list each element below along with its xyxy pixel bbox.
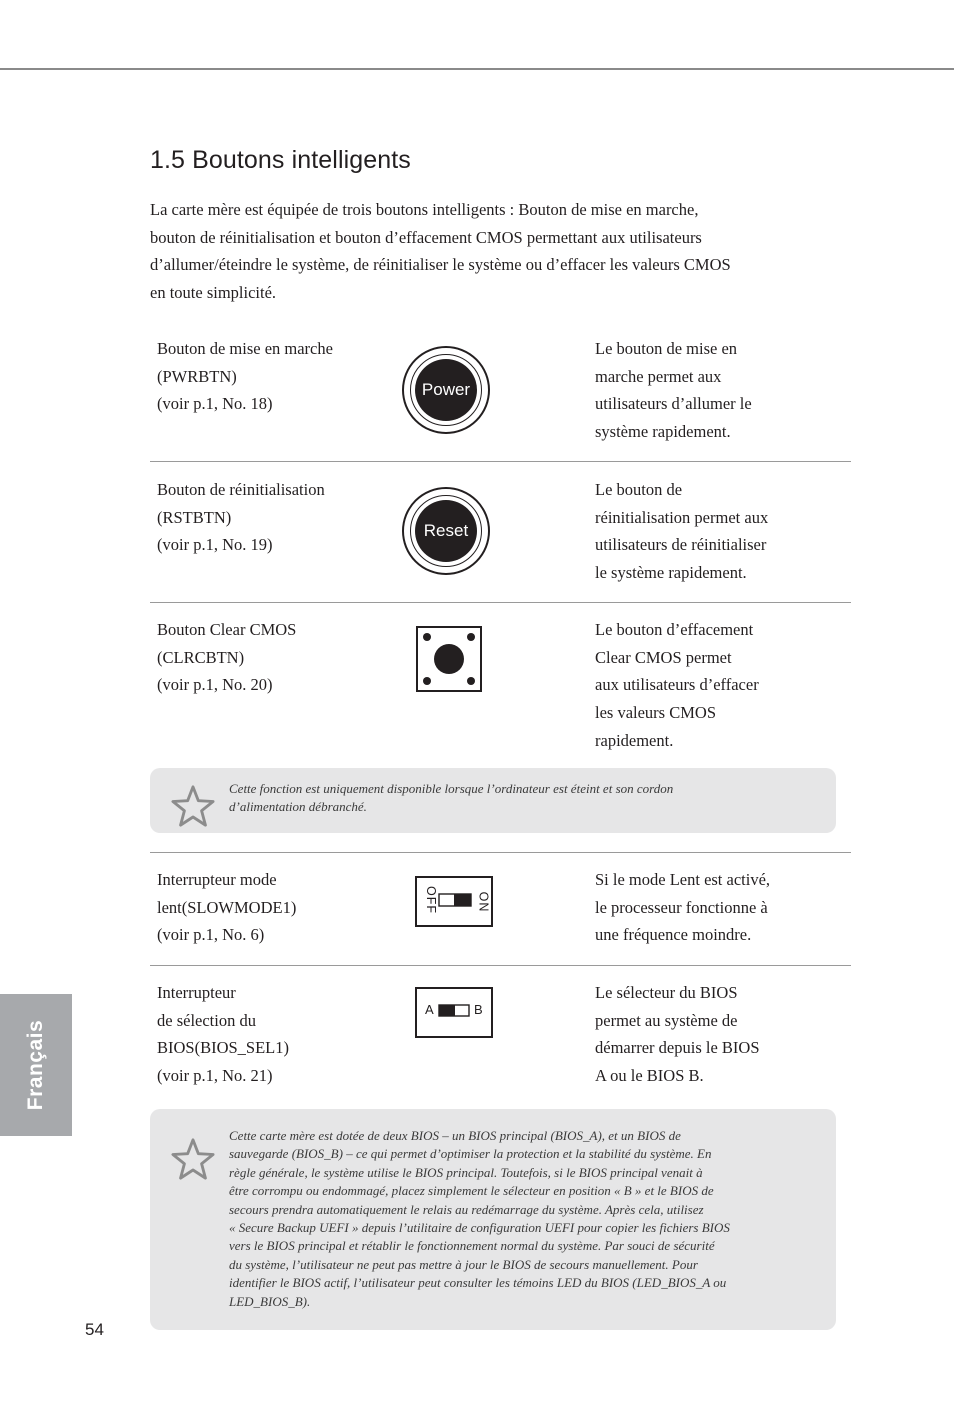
power-button-label: Power [415,359,477,421]
description-line: Si le mode Lent est activé, [595,870,771,889]
item-label-line: Interrupteur mode [157,870,277,889]
clear-cmos-button-icon [416,626,482,692]
note-line: d’alimentation débranché. [229,799,367,815]
item-label-line: de sélection du [157,1010,256,1030]
slow-mode-switch-icon [415,876,493,927]
row-divider [150,965,851,966]
item-label-line: (RSTBTN) [157,507,232,527]
item-label-line: (PWRBTN) [157,366,237,386]
row-divider [150,852,851,853]
item-label-line: Bouton Clear CMOS [157,620,297,639]
power-button-name [157,335,387,418]
item-label-line: (voir p.1, No. 6) [157,925,265,945]
description-line: permet au système de [595,1010,738,1030]
clear-cmos-row [150,616,851,761]
description-line: système rapidement. [595,422,731,442]
intro-line: en toute simplicité. [150,282,277,302]
page-number: 54 [85,1320,104,1339]
bios-select-name [157,979,387,1090]
item-label-line: (voir p.1, No. 21) [157,1066,273,1086]
description-line: Le sélecteur du BIOS [595,983,738,1002]
power-button-description [595,335,805,446]
switch-on-label: ON [476,891,491,913]
note-line: vers le BIOS principal et rétablir le fonctionnement normal du système. Par souci de sécurité [229,1238,715,1254]
note-line: sauvegarde (BIOS_B) – ce qui permet d’optimiser la protection et la stabilité du système. En [229,1146,712,1162]
slow-mode-row [150,866,851,956]
item-label-line: (voir p.1, No. 20) [157,675,273,695]
description-line: Le bouton de [595,480,683,499]
switch-b-label: B [474,1002,483,1017]
item-label-line: Interrupteur [157,983,236,1002]
item-label-line: BIOS(BIOS_SEL1) [157,1038,290,1058]
switch-off-label: OFF [424,886,438,914]
description-line: utilisateurs de réinitialiser [595,535,767,555]
note-text [229,1127,789,1311]
language-tab-label: Français [24,1019,47,1111]
description-line: réinitialisation permet aux [595,507,769,527]
power-button-icon [402,346,490,434]
intro-line: La carte mère est équipée de trois boutons intelligents : Bouton de mise en marche, [150,200,699,219]
note-box [150,768,836,833]
power-button-row [150,335,851,455]
description-line: aux utilisateurs d’effacer [595,675,759,695]
note-line: règle générale, le système utilise le BIOS principal. Toutefois, si le BIOS principal venait à [229,1164,703,1180]
reset-button-description [595,476,805,587]
description-line: rapidement. [595,730,674,750]
item-label-line: (voir p.1, No. 18) [157,394,273,414]
description-line: une fréquence moindre. [595,925,752,945]
slow-mode-name [157,866,387,949]
reset-button-row [150,476,851,596]
description-line: le système rapidement. [595,563,747,583]
intro-line: bouton de réinitialisation et bouton d’effacement CMOS permettant aux utilisateurs [150,227,702,247]
item-label-line: (CLRCBTN) [157,647,245,667]
intro-line: d’allumer/éteindre le système, de réinitialiser le système ou d’effacer les valeurs CMOS [150,255,731,274]
description-line: Le bouton d’effacement [595,620,754,639]
slow-mode-description [595,866,805,949]
header-rule [0,68,954,70]
note-box [150,1109,836,1330]
note-line: être corrompu ou endommagé, placez simplement le sélecteur en position « B » et le BIOS de [229,1183,714,1199]
description-line: le processeur fonctionne à [595,897,768,917]
bios-select-row [150,979,851,1099]
note-line: LED_BIOS_B). [229,1293,311,1309]
note-line: Cette fonction est uniquement disponible lorsque l’ordinateur est éteint et son cordon [229,781,674,796]
note-line: identifier le BIOS actif, l’utilisateur peut consulter les témoins LED du BIOS (LED_BIOS_A ou [229,1275,727,1291]
star-icon [170,784,216,828]
section-title: 1.5 Boutons intelligents [150,146,411,174]
row-divider [150,461,851,462]
bios-select-description [595,979,805,1090]
switch-a-label: A [425,1002,434,1017]
description-line: démarrer depuis le BIOS [595,1038,760,1058]
row-divider [150,602,851,603]
description-line: marche permet aux [595,366,722,386]
note-text [229,780,789,817]
item-label-line: (voir p.1, No. 19) [157,535,273,555]
item-label-line: Bouton de mise en marche [157,339,333,358]
language-side-tab [0,994,72,1136]
reset-button-name [157,476,387,559]
note-line: Cette carte mère est dotée de deux BIOS – un BIOS principal (BIOS_A), et un BIOS de [229,1128,681,1143]
item-label-line: lent(SLOWMODE1) [157,897,297,917]
star-icon [170,1137,216,1181]
description-line: Clear CMOS permet [595,647,732,667]
reset-button-label: Reset [415,500,477,562]
item-label-line: Bouton de réinitialisation [157,480,325,499]
note-line: du système, l’utilisateur ne peut pas mettre à jour le BIOS de secours manuellement. Pour [229,1256,698,1272]
reset-button-icon [402,487,490,575]
clear-cmos-name [157,616,387,699]
note-line: secours prendra automatiquement le relais au redémarrage du système. Après cela, utilisez [229,1201,704,1217]
note-line: « Secure Backup UEFI » depuis l’utilitaire de configuration UEFI pour copier les fichiers BIOS [229,1220,730,1236]
clear-cmos-description [595,616,805,755]
intro-paragraph [150,196,800,306]
description-line: utilisateurs d’allumer le [595,394,752,414]
description-line: les valeurs CMOS [595,703,716,723]
description-line: Le bouton de mise en [595,339,738,358]
bios-select-switch-icon [415,987,493,1038]
description-line: A ou le BIOS B. [595,1066,704,1086]
